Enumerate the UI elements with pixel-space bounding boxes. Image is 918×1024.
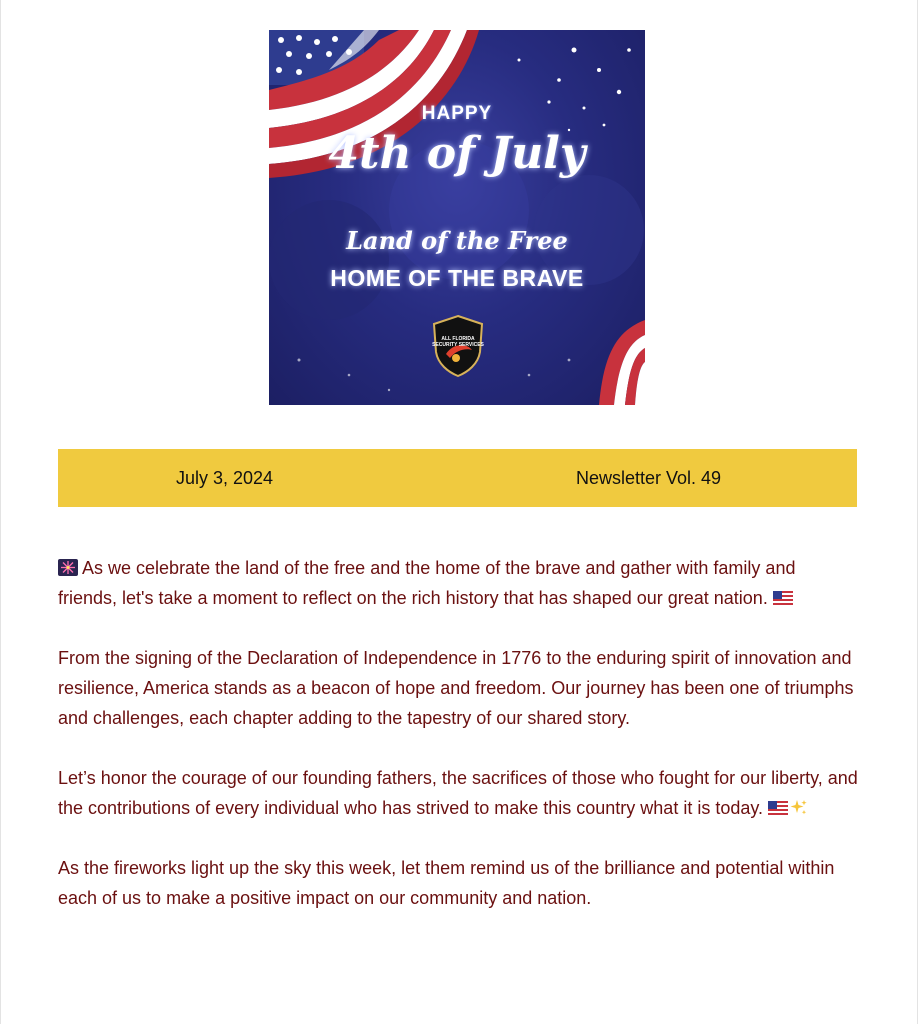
- hero-happy-text: HAPPY: [421, 103, 493, 124]
- newsletter-volume: Newsletter Vol. 49: [576, 468, 722, 488]
- newsletter-info-bar: [58, 449, 857, 507]
- sparkles-emoji-icon: [788, 795, 808, 812]
- paragraph-2-text: From the signing of the Declaration of Independence in 1776 to the enduring spirit of innovation and resilience, America stands as a beacon of hope and freedom. Our journey has been one of triumphs and challenges, each chapter adding to the tapestry of our shared story.: [58, 648, 854, 728]
- hero-fourth-of-july-text: 4th of July: [328, 128, 586, 179]
- paragraph-4: [58, 853, 858, 913]
- paragraph-3-text: Let’s honor the courage of our founding fathers, the sacrifices of those who fought for our liberty, and the contributions of every individual who has strived to make this country what it is today.: [58, 768, 858, 818]
- paragraph-3: [58, 763, 858, 823]
- fireworks-emoji-icon: [58, 555, 78, 572]
- hero-land-of-the-free-text: Land of the Free: [346, 226, 568, 255]
- us-flag-emoji-icon: [773, 585, 793, 602]
- flag-ribbon-bottom-right: [599, 320, 645, 405]
- hero-home-of-the-brave-text: HOME OF THE BRAVE: [330, 265, 584, 291]
- newsletter-date: July 3, 2024: [176, 468, 274, 488]
- badge-text: ALL FLORIDA SECURITY SERVICES: [432, 336, 484, 348]
- hero-banner-image: [269, 30, 645, 405]
- us-flag-emoji-icon: [768, 795, 788, 812]
- paragraph-1-text: As we celebrate the land of the free and the home of the brave and gather with family and friends, let's take a moment to reflect on the rich history that has shaped our great nation.: [58, 558, 796, 608]
- newsletter-body: [58, 553, 858, 943]
- paragraph-2: [58, 643, 858, 733]
- paragraph-4-text: As the fireworks light up the sky this week, let them remind us of the brilliance and potential within each of us to make a positive impact on our community and nation.: [58, 858, 835, 908]
- security-badge-logo-icon: [432, 314, 484, 378]
- paragraph-1: [58, 553, 858, 613]
